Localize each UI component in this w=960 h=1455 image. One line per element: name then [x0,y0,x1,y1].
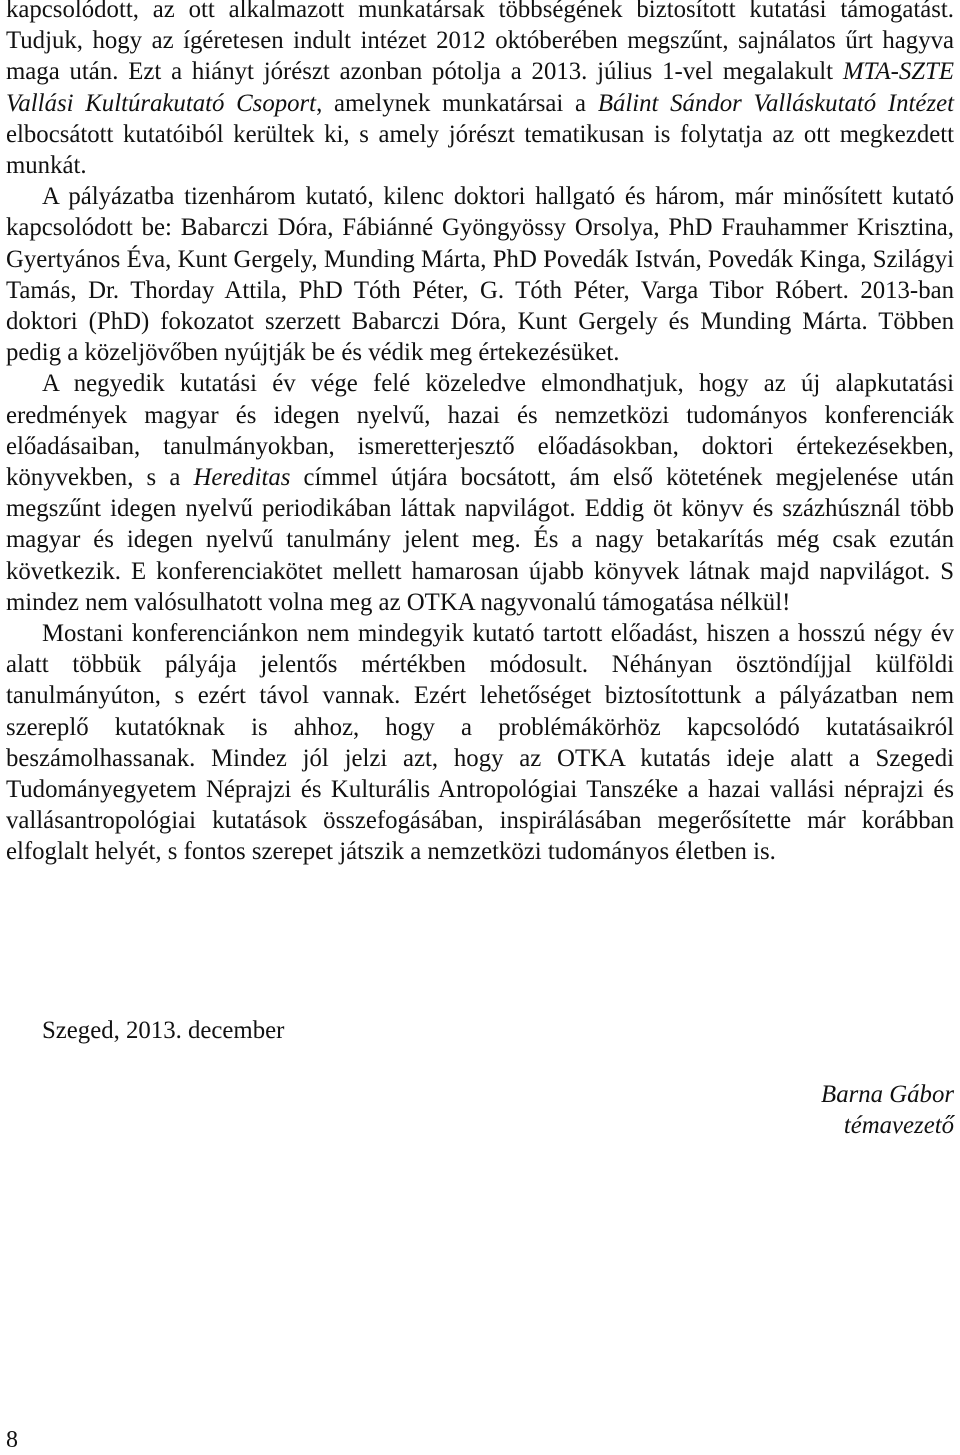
body-text [6,0,954,868]
paragraph-1-segment-5: elbocsátott kutatóiból kerültek ki, s amely jórészt tematikusan is folytatja az ott megkezdett munkát. [6,120,954,180]
signature-role: témavezető [843,1112,954,1140]
paragraph-4 [6,618,954,868]
paragraph-3-segment-1: A negyedik kutatási év vége felé közeledve elmondhatjuk, hogy az új alapkutatási eredmények magyar és idegen nyelvű, hazai és nemzetközi tudományos konferenciák előadásaiban, tanulmányokban, ismeretterjesztő előadásokban, doktori értekezésekben, könyvekben, s a [6,370,954,492]
signature-name: Barna Gábor [821,1081,954,1108]
dateline: Szeged, 2013. december [42,1017,285,1044]
paragraph-2 [6,181,954,368]
paragraph-3 [6,368,954,618]
paragraph-1 [6,0,954,181]
signature-block [821,1079,954,1141]
page-number: 8 [6,1427,18,1453]
periodical-title: Hereditas [193,464,291,492]
paragraph-1-segment-1: kapcsolódott, az ott alkalmazott munkatársak többségének biztosított kutatási támogatást. Tudjuk, hogy az ígéretesen indult intézet 2012 októberében megszűnt, sajnálatos űrt hagyva maga után. Ezt a hiányt jórészt azonban pótolja a 2013. július 1-vel megalakult [6,0,954,86]
research-group-name: MTA-SZTE Vallási Kultúrakutató Csoport [6,58,954,117]
paragraph-3-segment-3: címmel útjára bocsátott, ám első kötetének megjelenése után megszűnt idegen nyelvű periodikában láttak napvilágot. Eddig öt könyv és százhúsznál több magyar és idegen nyelvű tanulmány jelent meg. És a nagy betakarítás még csak ezután következik. E konferenciakötet mellett hamarosan újabb könyvek látnak majd napvilágot. S mindez nem valósulhatott volna meg az OTKA nagyvonalú támogatása nélkül! [6,464,955,616]
paragraph-4-text: Mostani konferenciánkon nem mindegyik kutató tartott előadást, hiszen a hosszú négy év alatt többük pályája jelentős mértékben módosult. Néhányan ösztöndíjjal külföldi tanulmányúton, s ezért távol vannak. Ezért lehetőséget biztosítottunk a pályázatban nem szereplő kutatóknak is ahhoz, hogy a problémákörhöz kapcsolódó kutatásaikról beszámolhassanak. Mindez jól jelzi azt, hogy az OTKA kutatás ideje alatt a Szegedi Tudományegyetem Néprajzi és Kulturális Antropológiai Tanszéke a hazai vallási néprajzi és vallásantropológiai kutatások összefogásában, inspirálásában megerősítette már korábban elfoglalt helyét, s fontos szerepet játszik a nemzetközi tudományos életben is. [6,620,954,866]
paragraph-2-text: A pályázatba tizenhárom kutató, kilenc doktori hallgató és három, már minősített kutató kapcsolódott be: Babarczi Dóra, Fábiánné Gyöngyössy Orsolya, PhD Frauhammer Krisztina, Gyertyános Éva, Kunt Gergely, Munding Márta, PhD Povedák István, Povedák Kinga, Szilágyi Tamás, Dr. Thorday Attila, PhD Tóth Péter, G. Tóth Péter, Varga Tibor Róbert. 2013-ban doktori (PhD) fokozatot szerzett Babarczi Dóra, Kunt Gergely és Munding Márta. Többen pedig a közeljövőben nyújtják be és védik meg értekezésüket. [6,183,954,367]
paragraph-1-segment-3: , amelynek munkatársai a [316,89,598,117]
institute-name: Bálint Sándor Valláskutató Intézet [597,89,954,117]
